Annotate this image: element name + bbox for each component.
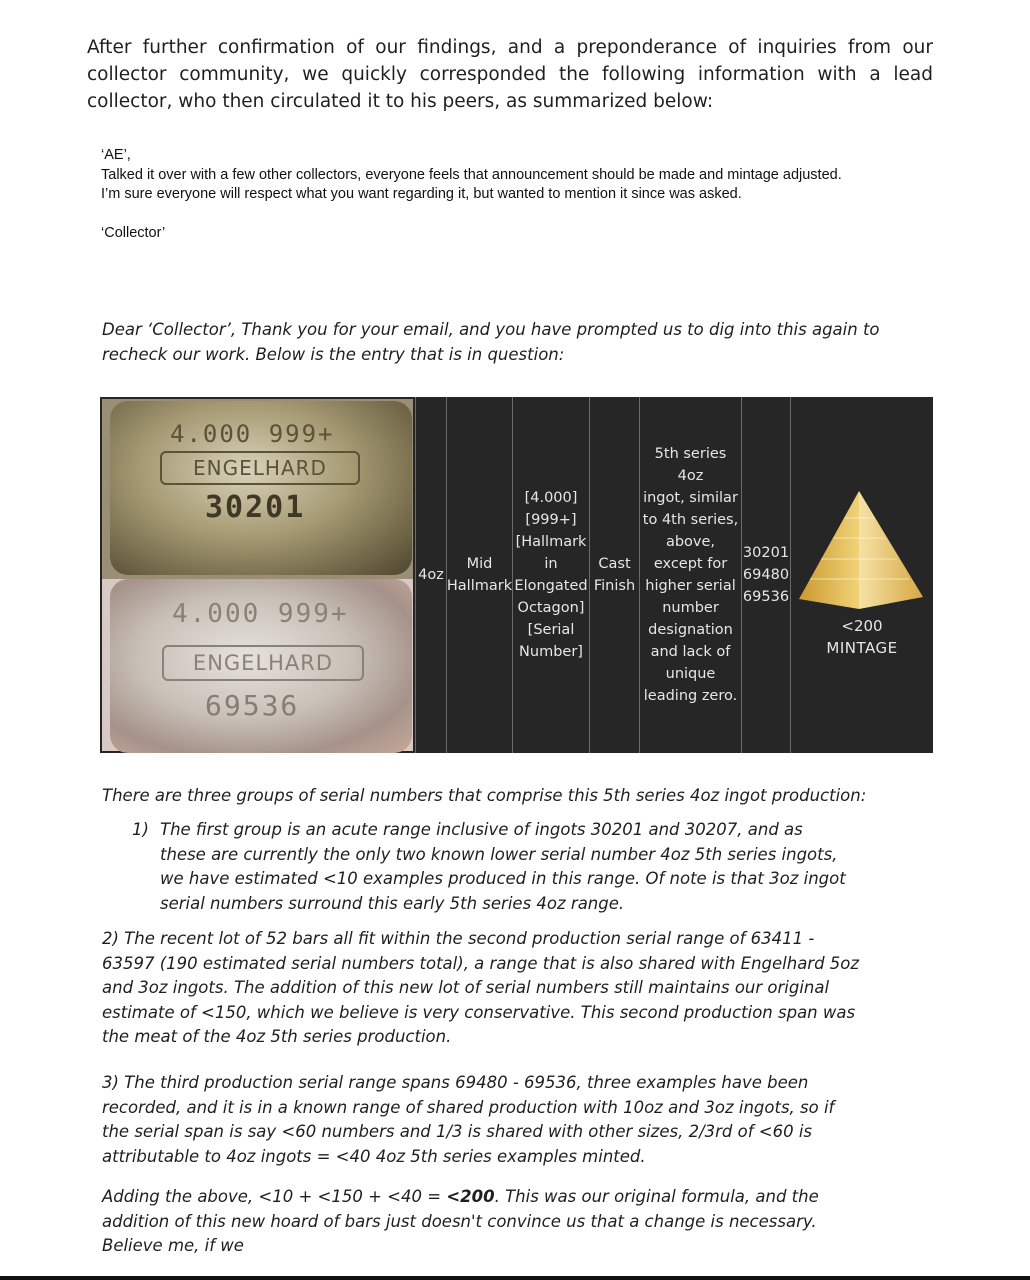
conclusion-end: . This was our original formula, and the addition of this new hoard of bars just doesn't convince us that a change is necessary. Believe me, if we — [102, 1187, 819, 1255]
serial-number: 69536 — [742, 589, 790, 605]
collector-email — [101, 146, 881, 243]
description-line: number — [662, 600, 719, 616]
ingot-photo-30201 — [110, 401, 412, 575]
description-line: ingot, similar — [643, 490, 738, 506]
ingot1-weight-stamp: 4.000 999+ — [170, 420, 335, 448]
groups-intro: There are three groups of serial numbers that comprise this 5th series 4oz ingot production: — [102, 786, 867, 805]
description-line: higher serial — [645, 578, 736, 594]
size-value: 4oz — [418, 567, 444, 583]
hallmark-line: Elongated — [514, 578, 588, 594]
email-line-1: Talked it over with a few other collectors, everyone feels that announcement should be made and mintage adjusted. — [101, 166, 842, 183]
conclusion-paragraph — [102, 1185, 862, 1259]
description-line: above, — [665, 534, 716, 550]
description-line: to 4th series, — [642, 512, 739, 528]
type-line-2: Hallmark — [446, 578, 513, 594]
finish-line-1: Cast — [598, 556, 631, 572]
serial-number: 30201 — [742, 545, 790, 561]
conclusion-start: Adding the above, <10 + <150 + <40 = — [102, 1187, 447, 1206]
serials-cell — [741, 397, 790, 753]
mintage-value: <200 — [841, 617, 883, 635]
group-1-text: The first group is an acute range inclusive of ingots 30201 and 30207, and as these are currently the only two known lower serial number 4oz 5th series ingots, we have estimated <10 examples produced in this range. Of note is that 3oz ingot serial numbers surround this early 5th series 4oz range. — [160, 820, 846, 913]
description-line: except for — [653, 556, 728, 572]
hallmark-line: Number] — [519, 644, 583, 660]
page-bottom-border — [0, 1276, 1030, 1280]
email-greeting: ‘AE’, — [101, 147, 131, 163]
description-line: leading zero. — [643, 688, 738, 704]
finish-cell — [589, 397, 639, 753]
type-line-1: Mid — [466, 556, 493, 572]
group-3-paragraph: 3) The third production serial range spans 69480 - 69536, three examples have been recorded, and it is in a known range of shared production with 10oz and 3oz ingots, so if the serial span is say <60 numbers and 1/3 is shared with other sizes, 2/3rd of <60 is attributable to 4oz ingots = <40 4oz 5th series examples minted. — [102, 1073, 835, 1166]
mintage-label: MINTAGE — [826, 639, 898, 657]
intro-paragraph: After further confirmation of our findings, and a preponderance of inquiries from our collector community, we quickly corresponded the following information with a lead collector, who then circulated it to his peers, as summarized below: — [87, 37, 933, 112]
ingot2-maker-stamp: ENGELHARD — [162, 645, 364, 681]
description-line: designation — [648, 622, 733, 638]
size-cell — [415, 397, 446, 753]
ingot2-weight-stamp: 4.000 999+ — [172, 599, 349, 629]
description-cell — [639, 397, 741, 753]
serial-number: 69480 — [742, 567, 790, 583]
hallmark-line: [Serial — [527, 622, 575, 638]
ingot2-serial-stamp: 69536 — [205, 689, 300, 722]
conclusion-total: <200 — [446, 1187, 495, 1206]
group-2-paragraph: 2) The recent lot of 52 bars all fit within the second production serial range of 63411 - 63597 (190 estimated serial numbers total), a range that is also shared with Engelhard 5oz and 3oz ingots. The addition of this new lot of serial numbers still maintains our original estimate of <150, which we believe is very conservative. This second production span was the meat of the 4oz 5th series production. — [102, 929, 860, 1046]
email-signature: ‘Collector’ — [101, 224, 166, 241]
mintage-cell — [790, 397, 933, 753]
ingot1-maker-stamp: ENGELHARD — [160, 451, 360, 485]
group-1-item — [132, 818, 852, 916]
hallmark-line: Octagon] — [517, 600, 585, 616]
reply-paragraph: Dear ‘Collector’, Thank you for your email, and you have prompted us to dig into this again to recheck our work. Below is the entry that is in question: — [102, 320, 880, 364]
hallmark-cell — [512, 397, 589, 753]
description-line: 5th series 4oz — [654, 446, 727, 484]
group-1-number: 1) — [132, 820, 149, 839]
ingot1-serial-stamp: 30201 — [205, 490, 306, 525]
hallmark-line: in — [544, 556, 558, 572]
ingot-photo-69536 — [110, 579, 412, 753]
type-cell — [446, 397, 512, 753]
ingot-photos — [102, 399, 413, 751]
description-line: and lack of — [650, 644, 731, 660]
catalog-entry-table — [100, 397, 933, 753]
description-line: unique — [665, 666, 716, 682]
hallmark-line: [Hallmark — [515, 534, 587, 550]
email-line-2: I’m sure everyone will respect what you want regarding it, but wanted to mention it since was asked. — [101, 186, 742, 202]
finish-line-2: Finish — [593, 578, 636, 594]
hallmark-line: [999+] — [525, 512, 577, 528]
gold-pyramid-icon — [797, 489, 927, 609]
hallmark-line: [4.000] — [524, 490, 578, 506]
